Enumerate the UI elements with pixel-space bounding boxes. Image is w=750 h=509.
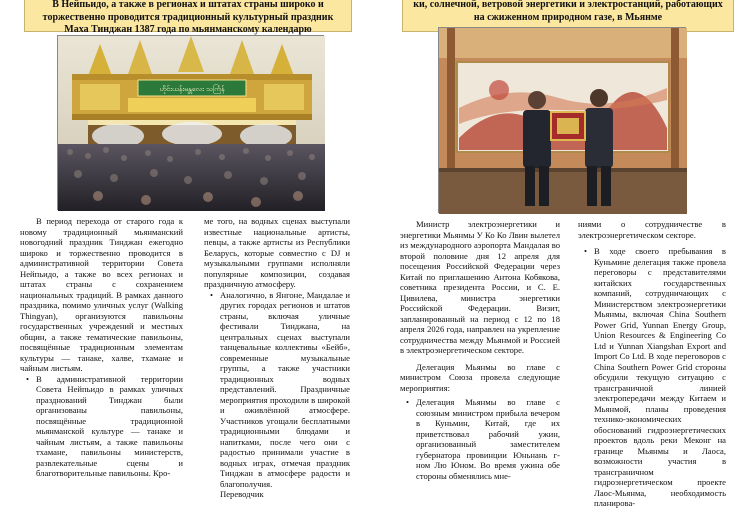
right-paragraph-2: Делегация Мьянмы во главе с министром Союза провела следующие мероприятия: — [400, 361, 560, 393]
delegation-meeting-photo — [438, 27, 686, 213]
left-paragraph-1: В период перехода от старого года к новому традиционный мьянманский новогодний праздник Тинджан ежегодно широко и торжественно проводится в административной территории Совета Нейпьидо, а также во всех регионах и штатах страны с сохранением национальных традиций. В рамках данного праздника, помимо уличных услуг (Walking Thingyan), организуются павильоны государственных учреждений и местных общин, а также тематические павильоны, посвящённые традиционным элементам культуры — танаке, халве, тхамане и чайным листьям. — [20, 216, 183, 373]
right-paragraph-continued: ниями о сотрудничестве в электроэнергетическом секторе. — [578, 219, 726, 240]
right-article-column-1 — [400, 219, 560, 481]
left-article-column-1 — [20, 216, 183, 478]
delegation-meeting-illustration — [439, 28, 687, 214]
right-paragraph-1: Министр электроэнергетики и энергетики Мьянмы У Ко Ко Лвин вылетел из международного аэропорта Мандалая во второй половине дня 12 апреля для посещения Российской Федерации через Китай по приглашению Антона Кобякова, советника президента России, и С. Е. Цивилева, министра энергетики Российской Федерации. Визит, запланированный на период с 12 по 18 апреля 2026 года, направлен на укрепление сотрудничества между Мьянмой и Россией в электроэнергетическом секторе. — [400, 219, 560, 355]
left-paragraph-continued: ме того, на водных сценах выступали известные национальные артисты, певцы, а также артисты из Республики Беларусь, которые совместно с DJ и музыкальными группами исполняли популярные композиции, создавая праздничную атмосферу. — [204, 216, 350, 289]
left-article-column-2 — [204, 216, 350, 499]
right-article-column-2 — [578, 219, 726, 508]
right-bullet-2: • В ходе своего пребывания в Куньмине делегация также провела переговоры с представителями китайских государственных компаний, сотрудничающих с Министерством электроэнергетики Мьянмы, включая China Southern Power Grid, Yunnan Energy Group, Union Resources & Engineering Co Ltd и Yunnan Xiangshan Export and Import Co Ltd. В ходе переговоров с China Southern Power Grid стороны обсудили текущую ситуацию с трансграничной линией электропередачи между Китаем и Мьянмой, планы проведения технико-экономических обоснований гидроэнергетических проектов вдоль реки Меконг на границе Мьянмы и Лаоса, возможности участия в трансграничном гидроэнергетическом проекте Лаос-Мьянма, необходимость планирова- — [578, 246, 726, 509]
left-bullet-1: • В административной территории Совета Нейпьидо в рамках уличных празднований Тинджан были организованы павильоны, посвящённые традиционной мьянманской культуре — танаке и чайным листьям, а также павильоны тхамане, павильоны министерств, развлекательные сцены и благотворительные павильоны. Кро- — [20, 374, 183, 479]
right-article-headline: ки, солнечной, ветровой энергетики и электростанций, работающих на сжиженном природном газе, в Мьянме — [402, 0, 734, 32]
left-bullet-2: • Аналогично, в Янгоне, Мандалае и других городах регионов и штатов страны, включая уличные фестивали Тинджана, на центральных сценах выступали танцевальные коллективы «Бейб», современные музыкальные группы, а также участники традиционных водных представлений. Праздничные мероприятия проходили в широкой и оживлённой атмосфере. Участников угощали бесплатными традиционными блюдами и напитками, после чего они с радостью принимали участие в водных играх, отмечая праздник Тинджан в атмосфере радости и благополучия. — [204, 290, 350, 490]
festival-stage-photo — [57, 35, 324, 210]
left-translator-credit: Переводчик — [220, 489, 264, 499]
stage-banner-text: ဟိုင်းယန်းမန္တလေး သင်္ကြန် — [159, 85, 225, 93]
left-article-headline: В Нейпьидо, а также в регионах и штатах страны широко и торжественно проводится традиционный культурный праздник Маха Тинджан 1387 года по мьянманскому календарю — [24, 0, 352, 32]
right-bullet-1: • Делегация Мьянмы во главе с союзным министром прибыла вечером в Куньмин, Китай, где их приветствовал рабочий ужин, организованный заместителем губернатора провинции Юньнань г-ном Лю Юном. Во время ужина обе стороны обменялись мне- — [400, 397, 560, 481]
festival-stage-illustration — [58, 36, 325, 211]
